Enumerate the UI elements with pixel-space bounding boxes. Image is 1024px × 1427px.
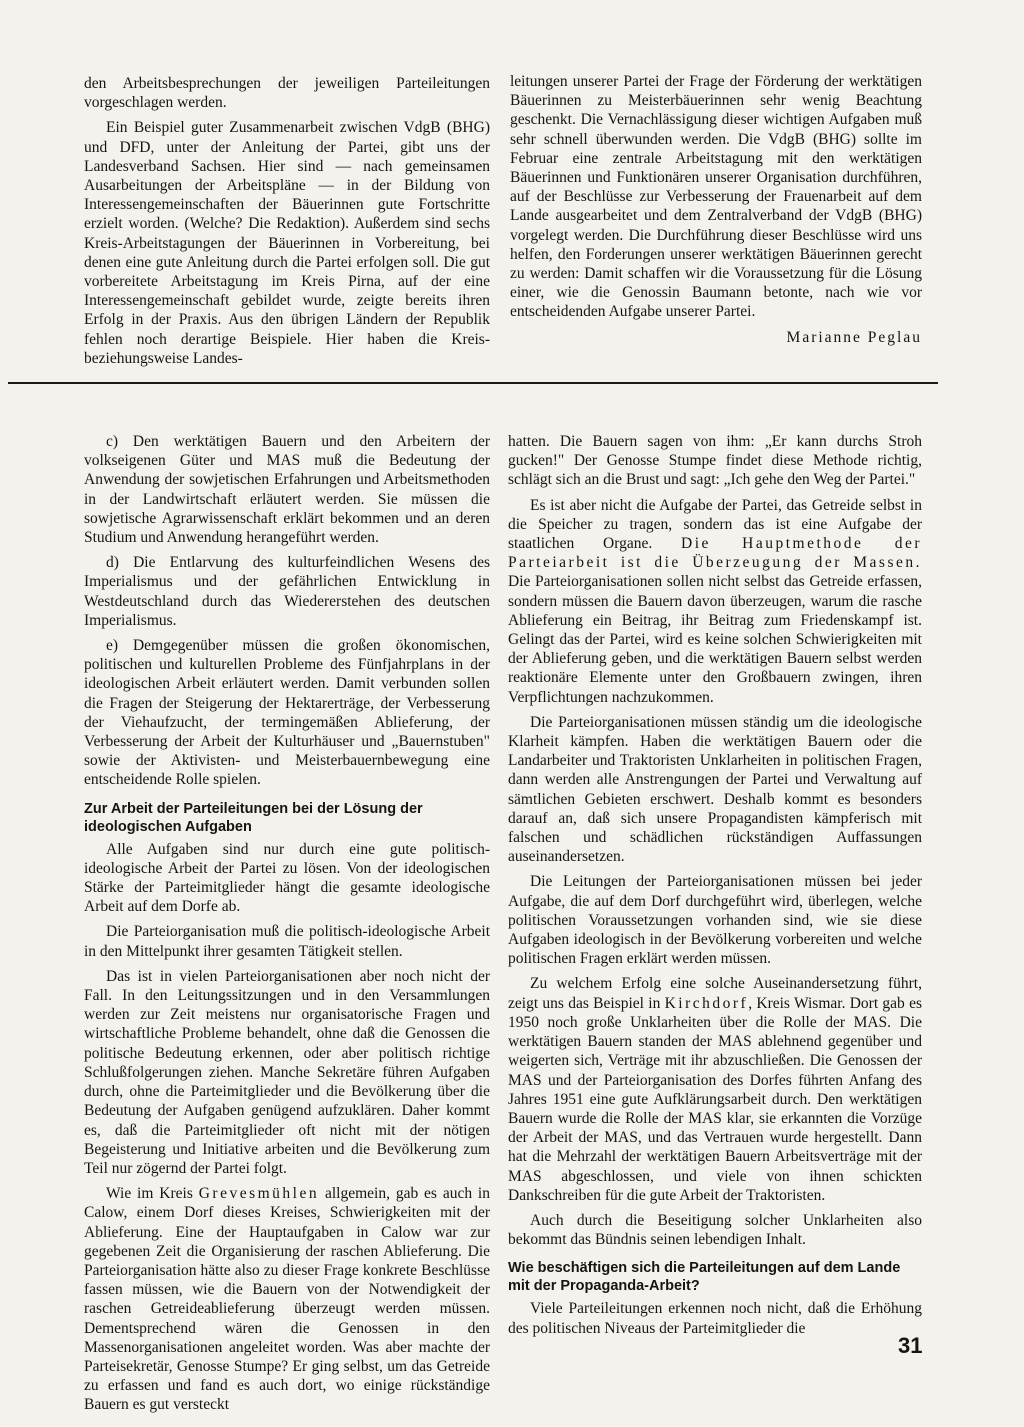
section-heading: Wie beschäftigen sich die Parteileitungen auf dem Lande mit der Propaganda-Arbeit? <box>508 1260 901 1295</box>
paragraph: Ein Beispiel guter Zusammenarbeit zwischen VdgB (BHG) und DFD, unter der Anleitung der Partei, gibt uns der Landesverband Sachsen. Hier sind — nach gemeinsamen Ausarbeitungen der Arbeitspläne — in der Bildung von Interessengemeinschaften der Bäuerinnen gute Fortschritte erzielt worden. (Welche? Die Redaktion). Außerdem sind sechs Kreis-Arbeitstagungen der Bäuerinnen in Vorbereitung, bei denen eine gute Anleitung durch die Partei erfolgen soll. Die gut vorbereitete Arbeitstagung im Kreis Pirna, auf der eine Interessengemeinschaft gebildet wurde, zeigte bereits ihren Erfolg in der Praxis. Aus den übrigen Ländern der Republik fehlen noch derartige Beispiele. Hier haben die Kreis- beziehungsweise Landes- <box>84 119 490 367</box>
bottom-article-right-column <box>508 432 922 1344</box>
paragraph: Die Leitungen der Parteiorganisationen müssen bei jeder Aufgabe, die auf dem Dorf durchgeführt wird, überlegen, welche politischen Voraussetzungen vorhanden sind, wie sie diese Aufgaben ideologisch in der Bevölkerung vorbereiten und welche politischen Fragen erklärt werden müssen. <box>508 873 922 968</box>
text-run: Wie im Kreis <box>106 1185 199 1203</box>
paragraph: Die Parteiorganisation muß die politisch-ideologische Arbeit in den Mittelpunkt ihrer gesamten Tätigkeit stellen. <box>84 923 490 960</box>
top-article-left-column <box>84 74 490 374</box>
author-signature: Marianne Peglau <box>786 328 922 346</box>
paragraph: Das ist in vielen Parteiorganisationen aber noch nicht der Fall. In den Leitungssitzungen und in den Versammlungen werden zur Zeit meistens nur organisatorische Fragen und wirtschaftliche Probleme behandelt, ohne daß die Genossen die politische Bedeutung erkennen, oder aber politisch richtige Schlußfolgerungen ziehen. Manche Sekretäre führen Aufgaben durch, ohne die Parteimitglieder und die Bevölkerung über die Bedeutung der Aufgaben genügend aufzuklären. Daher kommt es, daß die Parteimitglieder oft nicht mit der nötigen Begeisterung und Initiative arbeiten und die Bevölkerung zum Teil nur zögernd der Partei folgt. <box>84 967 490 1177</box>
section-divider <box>8 382 938 384</box>
spaced-emphasis: Die Hauptmethode der Parteiarbeit ist die Überzeugung der Massen. <box>508 535 922 572</box>
spaced-emphasis: Grevesmühlen <box>198 1185 320 1203</box>
paragraph: Viele Parteileitungen erkennen noch nicht, daß die Erhöhung des politischen Niveaus der Parteimitglieder die <box>508 1300 922 1337</box>
page-number: 31 <box>898 1333 923 1358</box>
spaced-emphasis: Kirchdorf <box>664 994 749 1012</box>
paragraph <box>508 496 922 707</box>
text-run: Es ist aber nicht die Aufgabe der Partei, das Getreide selbst in die Speicher zu tragen, sondern das ist eine Aufgabe der staatlichen Organe. <box>508 496 922 553</box>
paragraph: d) Die Entlarvung des kulturfeindlichen Wesens des Imperialismus und der gefährlichen Entwicklung in Westdeutschland durch das Wiedererstehen des deutschen Imperialismus. <box>84 554 490 629</box>
paragraph: Die Parteiorganisationen müssen ständig um die ideologische Klarheit kämpfen. Haben die werktätigen Bauern oder die Landarbeiter und Traktoristen Unklarheiten in politischen Fragen, dann werden alle Anstrengungen der Partei und Verwaltung auf sämtlichen Gebieten erschwert. Deshalb kommt es besonders darauf an, daß sich unsere Propagandisten kämpferisch mit falschen und schädlichen rückständigen Auffassungen auseinandersetzen. <box>508 713 922 866</box>
paragraph: Alle Aufgaben sind nur durch eine gute politisch-ideologische Arbeit der Partei zu lösen. Von der ideologischen Stärke der Parteimitglieder hängt die gesamte ideologische Arbeit auf dem Dorfe ab. <box>84 840 490 916</box>
paragraph <box>84 1184 490 1414</box>
paragraph <box>508 974 922 1204</box>
section-heading: Zur Arbeit der Parteileitungen bei der Lösung der ideologischen Aufgaben <box>84 800 423 835</box>
paragraph: e) Demgegenüber müssen die großen ökonomischen, politischen und kulturellen Probleme des Fünfjahrplans in der ideologischen Arbeit erläutert werden. Damit verbunden sollen die Fragen der Steigerung der Hektarerträge, der Verbesserung der Viehaufzucht, der termingemäßen Ablieferung, der Verbesserung der Arbeit der Kulturhäuser und „Bauernstuben" sowie der Aktivisten- und Meisterbauernbewegung eine entscheidende Rolle spielen. <box>84 637 490 789</box>
paragraph: leitungen unserer Partei der Frage der Förderung der werktätigen Bäuerinnen zu Meisterbäuerinnen sehr wenig Beachtung geschenkt. Die Vernachlässigung dieser wichtigen Aufgaben muß sehr schnell überwunden werden. Die VdgB (BHG) sollte im Februar eine zentrale Arbeitstagung mit den werktätigen Bäuerinnen und Funktionären unserer Organisation durchführen, auf der Beschlüsse zur Verbesserung der Frauenarbeit auf dem Lande ausgearbeitet und dem Zentralverband der VdgB (BHG) vorgelegt werden. Die Durchführung dieser Beschlüsse wird uns helfen, den Forderungen unserer werktätigen Bäuerinnen gerecht zu werden: Damit schaffen wir die Voraussetzung für die Lösung einer, wie die Genossin Baumann betonte, nach wie vor entscheidenden Aufgabe unserer Partei. <box>510 73 922 321</box>
paragraph: Auch durch die Beseitigung solcher Unklarheiten also bekommt das Bündnis seinen lebendigen Inhalt. <box>508 1211 922 1249</box>
text-run: Zu welchem Erfolg eine solche Auseinandersetzung führt, zeigt uns das Beispiel in <box>508 975 922 1012</box>
top-article-right-column <box>510 72 922 353</box>
bottom-article-left-column <box>84 432 490 1421</box>
text-run: , Kreis Wismar. Dort gab es 1950 noch große Unklarheiten über die Rolle der MAS. Die werktätigen Bauern standen der MAS ablehnend gegenüber und weigerten sich, Verträge mit ihr abzuschließen. Die Genossen der MAS und der Parteiorganisation des Dorfes führten Anfang des Jahres 1951 eine gute Aufklärungsarbeit durch. Den werktätigen Bauern wurde die Rolle der MAS klar, sie erkannten die Vorzüge der Arbeit der MAS, und das Vertrauen wurde hergestellt. Dann hat die Mehrzahl der werktätigen Bauern Arbeitsverträge mit der MAS abgeschlossen, und viele von ihnen schickten Dankschreiben für die gute Arbeit der Traktoristen. <box>508 994 923 1204</box>
paragraph: c) Den werktätigen Bauern und den Arbeitern der volkseigenen Güter und MAS muß die Bedeutung der Anwendung der sowjetischen Erfahrungen und Arbeitsmethoden in der Landwirtschaft erläutert werden. Sie müssen die sowjetische Agrarwissenschaft erklärt bekommen und an deren Studium und Anwendung herangeführt werden. <box>84 433 490 547</box>
paragraph: den Arbeitsbesprechungen der jeweiligen Parteileitungen vorgeschlagen werden. <box>84 75 490 112</box>
text-run: allgemein, gab es auch in Calow, einem Dorf dieses Kreises, Schwierigkeiten mit der Ablieferung. Eine der Hauptaufgaben in Calow war zur gegebenen Zeit die Organisierung der raschen Ablieferung. Die Parteiorganisation hätte also zu dieser Frage konkrete Beschlüsse fassen müssen, wie die Bauern von der Notwendigkeit der raschen Getreideablieferung überzeugt werden müssen. Dementsprechend wären die Genossen in den Massenorganisationen angeleitet worden. Was aber machte der Parteisekretär, Genosse Stumpe? Er ging selbst, um das Getreide zu erfassen und fand es auch dort, wo einige rückständige Bauern es gut versteckt <box>84 1185 490 1414</box>
paragraph: hatten. Die Bauern sagen von ihm: „Er kann durchs Stroh gucken!" Der Genosse Stumpe findet diese Methode richtig, schlägt sich an die Brust und sagt: „Ich gehe den Weg der Partei." <box>508 433 922 489</box>
text-run: Die Parteiorganisationen sollen nicht selbst das Getreide erfassen, sondern müssen die Bauern davon überzeugen, warum die rasche Ablieferung ein Beitrag, ihr Beitrag zum Friedenskampf ist. Gelingt das der Partei, wird es keine solchen Schwierigkeiten mit der Ablieferung geben, und die werktätigen Bauern selbst werden reaktionäre Elemente unter den Großbauern zwingen, ihren Verpflichtungen nachzukommen. <box>508 573 922 706</box>
